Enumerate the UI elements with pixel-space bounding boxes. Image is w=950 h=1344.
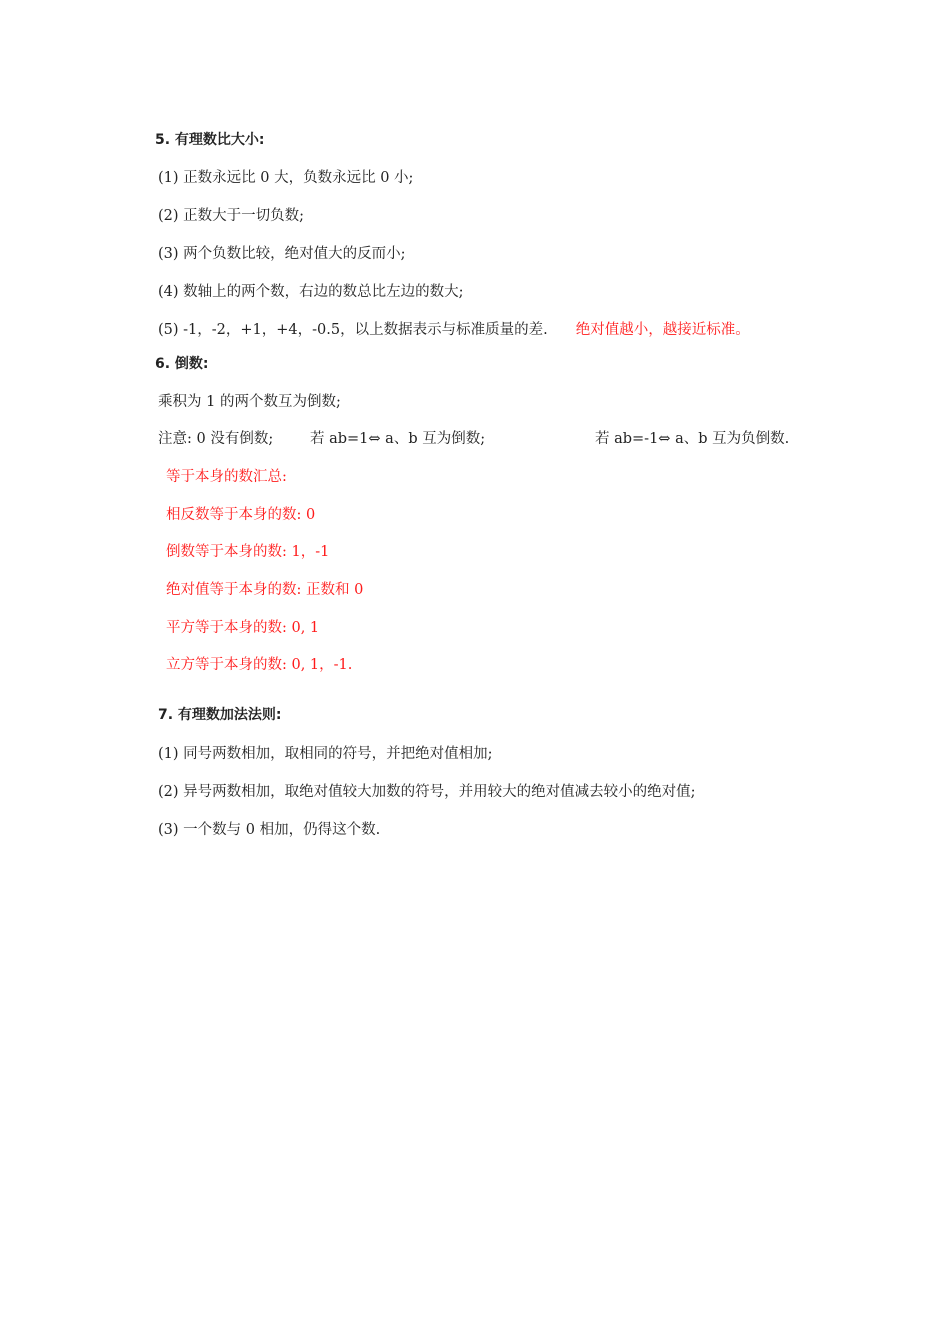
summary-item-1: 相反数等于本身的数: 0 (166, 507, 316, 523)
section7-item-1: (1) 同号两数相加，取相同的符号，并把绝对值相加; (158, 746, 493, 762)
summary-item-3: 绝对值等于本身的数: 正数和 0 (166, 582, 364, 598)
section6-title: 6. 倒数: (155, 356, 209, 372)
section5-item-1: (1) 正数永远比 0 大，负数永远比 0 小; (158, 170, 414, 186)
section5-item-4: (4) 数轴上的两个数，右边的数总比左边的数大; (158, 284, 464, 300)
section5-item-3: (3) 两个负数比较，绝对值大的反而小; (158, 246, 406, 262)
section6-note-label: 注意: 0 没有倒数; (158, 431, 274, 447)
summary-title: 等于本身的数汇总: (166, 469, 287, 485)
section5-title: 5. 有理数比大小: (155, 132, 265, 148)
summary-item-2: 倒数等于本身的数: 1，-1 (166, 544, 330, 560)
section5-item-5 (158, 320, 750, 340)
section6-note-rule-1: 若 ab=1⇔ a、b 互为倒数; (310, 431, 486, 447)
section5-item-5-text: (5) -1，-2，+1，+4，-0.5，以上数据表示与标准质量的差. (158, 322, 548, 338)
section5-item-5-note: 绝对值越小，越接近标准。 (575, 322, 750, 338)
section6-definition: 乘积为 1 的两个数互为倒数; (158, 394, 341, 410)
summary-item-5: 立方等于本身的数: 0, 1，-1. (166, 657, 353, 673)
summary-item-4: 平方等于本身的数: 0, 1 (166, 620, 320, 636)
section7-item-2: (2) 异号两数相加，取绝对值较大加数的符号，并用较大的绝对值减去较小的绝对值; (158, 784, 696, 800)
section5-item-2: (2) 正数大于一切负数; (158, 208, 305, 224)
section7-title: 7. 有理数加法法则: (158, 707, 282, 723)
section7-item-3: (3) 一个数与 0 相加，仍得这个数. (158, 822, 381, 838)
section6-note-rule-2: 若 ab=-1⇔ a、b 互为负倒数. (595, 431, 790, 447)
